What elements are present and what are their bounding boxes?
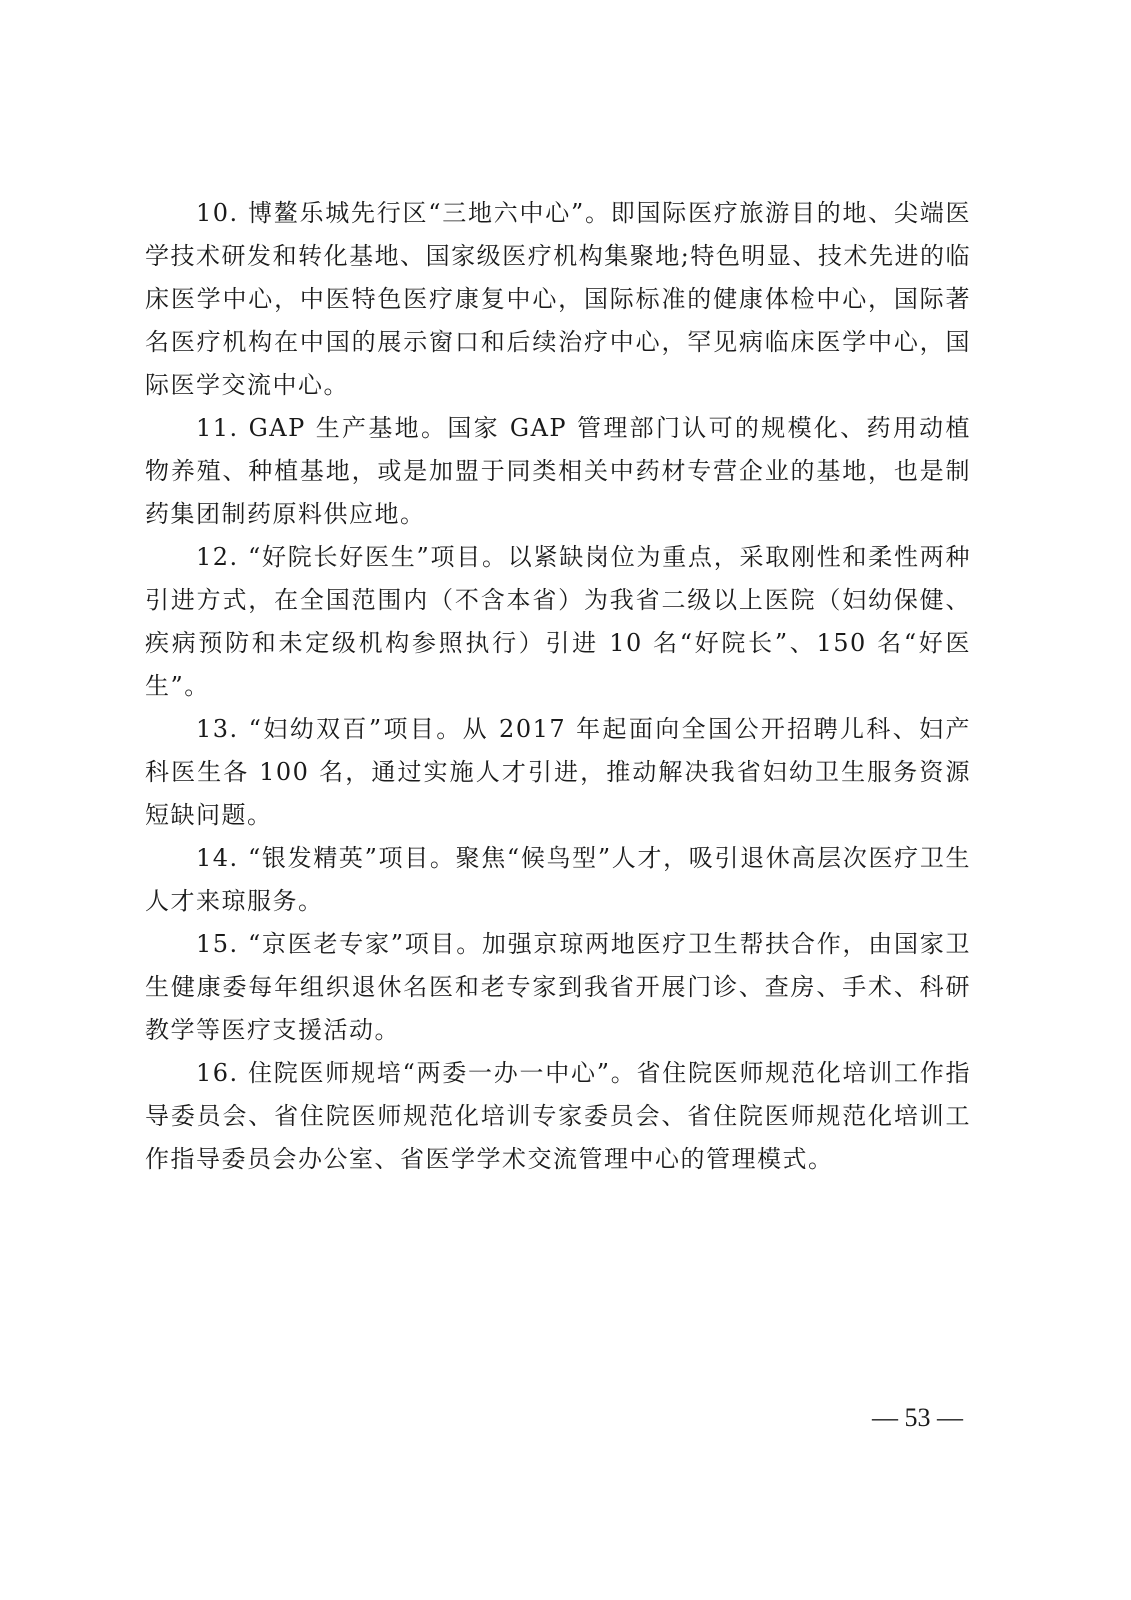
document-body <box>145 192 971 1181</box>
paragraph-item-11: 11. GAP 生产基地。国家 GAP 管理部门认可的规模化、药用动植物养殖、种植基地，或是加盟于同类相关中药材专营企业的基地，也是制药集团制药原料供应地。 <box>145 414 971 528</box>
paragraph-item-13: 13. “妇幼双百”项目。从 2017 年起面向全国公开招聘儿科、妇产科医生各 100 名，通过实施人才引进，推动解决我省妇幼卫生服务资源短缺问题。 <box>145 715 971 829</box>
paragraph-item-15: 15. “京医老专家”项目。加强京琼两地医疗卫生帮扶合作，由国家卫生健康委每年组织退休名医和老专家到我省开展门诊、查房、手术、科研教学等医疗支援活动。 <box>145 930 971 1044</box>
paragraph-item-12: 12. “好院长好医生”项目。以紧缺岗位为重点，采取刚性和柔性两种引进方式，在全国范围内（不含本省）为我省二级以上医院（妇幼保健、疾病预防和未定级机构参照执行）引进 10 名“好院长”、150 名“好医生”。 <box>145 543 971 700</box>
paragraph-item-14: 14. “银发精英”项目。聚焦“候鸟型”人才，吸引退休高层次医疗卫生人才来琼服务。 <box>145 844 971 915</box>
paragraph-item-10: 10. 博鳌乐城先行区“三地六中心”。即国际医疗旅游目的地、尖端医学技术研发和转化基地、国家级医疗机构集聚地;特色明显、技术先进的临床医学中心，中医特色医疗康复中心，国际标准的健康体检中心，国际著名医疗机构在中国的展示窗口和后续治疗中心，罕见病临床医学中心，国际医学交流中心。 <box>145 199 971 399</box>
paragraph-item-16: 16. 住院医师规培“两委一办一中心”。省住院医师规范化培训工作指导委员会、省住院医师规范化培训专家委员会、省住院医师规范化培训工作指导委员会办公室、省医学学术交流管理中心的管理模式。 <box>145 1059 971 1173</box>
page-number: — 53 — <box>872 1403 963 1432</box>
